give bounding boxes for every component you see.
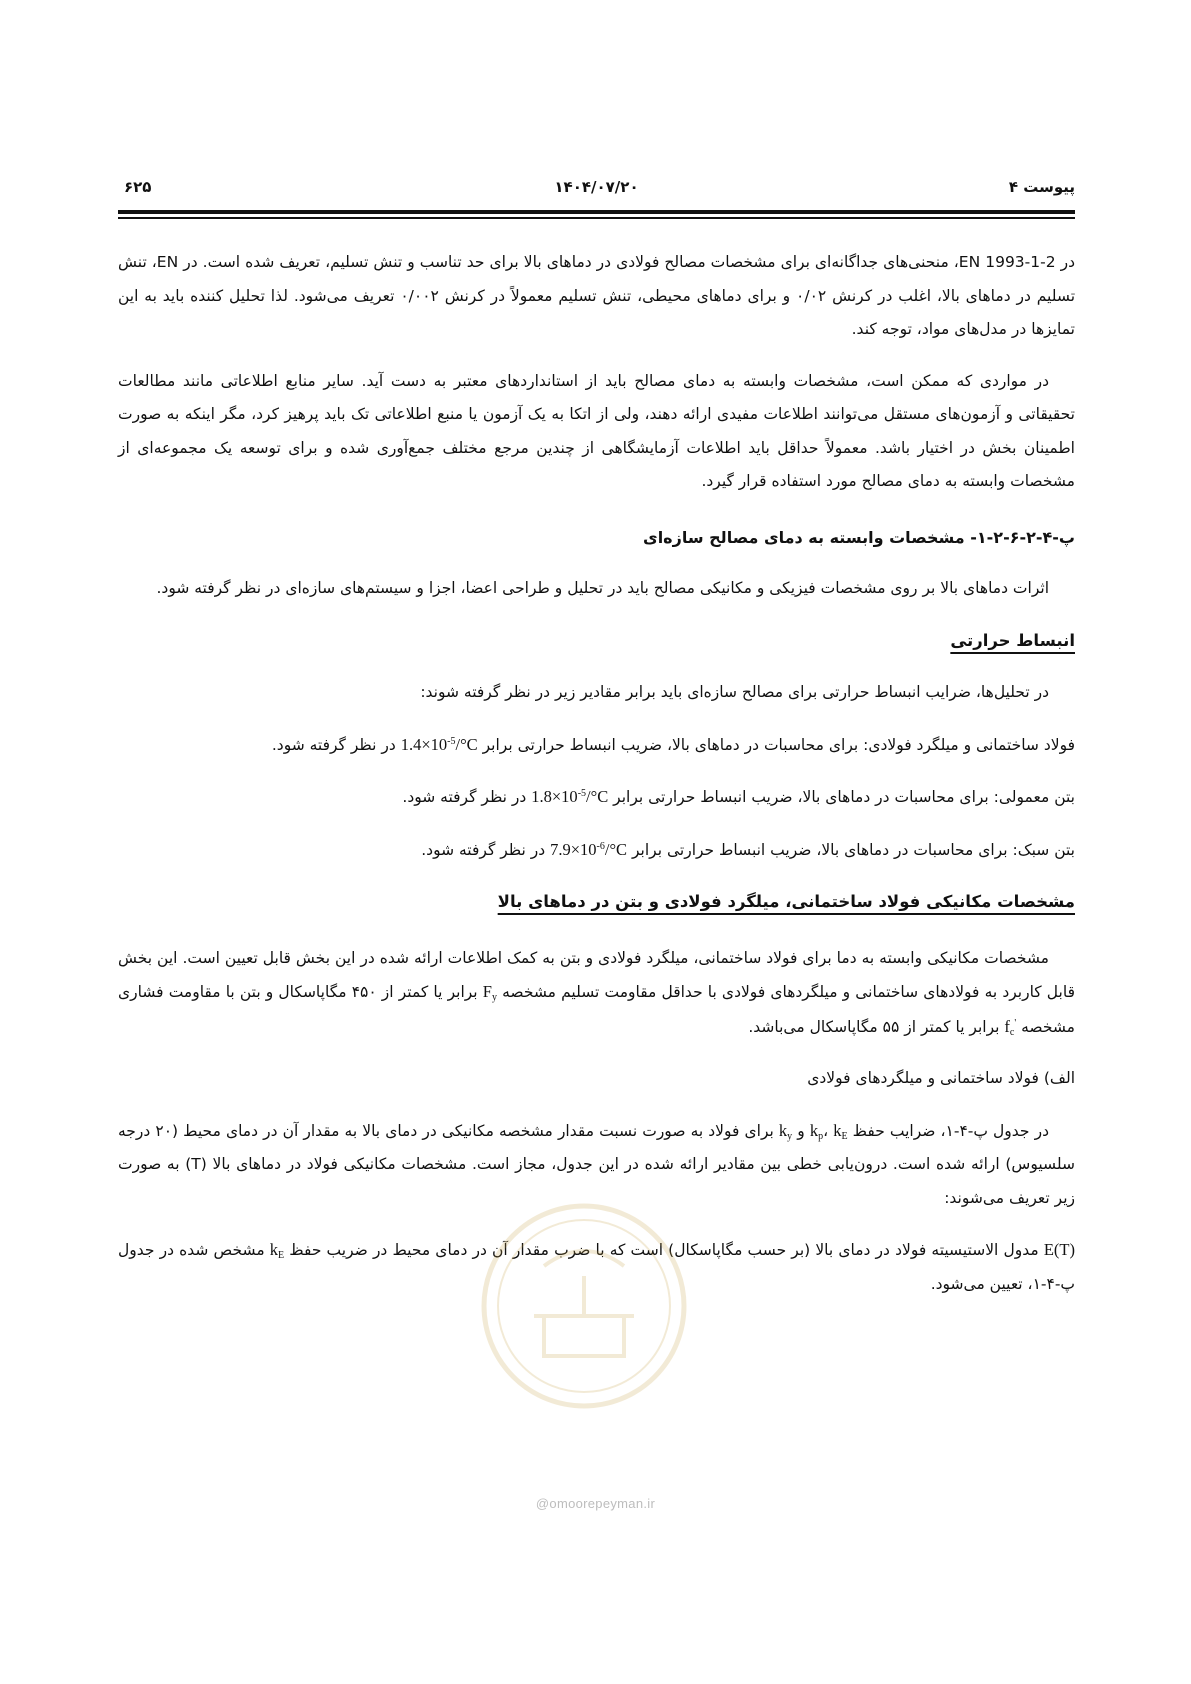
paragraph-thermal-intro: در تحلیل‌ها، ضرایب انبساط حرارتی برای مصالح سازه‌ای باید برابر مقادیر زیر در نظر گرفته شوند: (420, 683, 1049, 701)
body-text (118, 246, 1075, 1301)
header-rule-thick (118, 210, 1075, 214)
header-rule-thin (118, 217, 1075, 219)
paragraph-elastic-modulus: E(T) مدول الاستیسیته فولاد در دمای بالا (بر حسب مگاپاسکال) است که با ضرب مقدار آن در دمای محیط در ضریب حفظ $k_E$ مشخص شده در جدول پ-۴-۱، تعیین می‌شود. (118, 1240, 1075, 1293)
item-normal-concrete-expansion: بتن معمولی: برای محاسبات در دماهای بالا، ضریب انبساط حرارتی برابر $1.8\times 10^{-5}/^\circ C$ در نظر گرفته شود. (402, 787, 1075, 806)
item-lightweight-concrete-expansion: بتن سبک: برای محاسبات در دماهای بالا، ضریب انبساط حرارتی برابر $7.9\times 10^{-6}/^\circ C$ در نظر گرفته شود. (421, 839, 1075, 859)
paragraph-data-sources: در مواردی که ممکن است، مشخصات وابسته به دمای مصالح باید از استانداردهای معتبر به دست آید. سایر منابع اطلاعاتی مانند مطالعات تحقیقاتی و آزمون‌های مستقل می‌توانند اطلاعات مفیدی ارائه دهند، ولی از اتکا به یک آزمون یا منبع اطلاعاتی تک باید پرهیز کرد، مگر اینکه به صورت اطمینان بخش در اختیار باشد. معمولاً حداقل باید اطلاعات آزمایشگاهی از چندین مرجع مختلف جمع‌آوری شده و برای توسعه یک مجموعه‌ای از مشخصات وابسته به دمای مصالح مورد استفاده قرار گیرد. (118, 371, 1075, 490)
item-steel-expansion: فولاد ساختمانی و میلگرد فولادی: برای محاسبات در دماهای بالا، ضریب انبساط حرارتی برابر $1.4\times 10^{-5}/^\circ C$ در نظر گرفته شود. (271, 734, 1075, 754)
section-heading: پ-۴-۲-۶-۲-۱- مشخصات وابسته به دمای مصالح سازه‌ای (643, 527, 1075, 547)
running-header (118, 178, 1075, 204)
paragraph-elevated-temp-effects: اثرات دماهای بالا بر روی مشخصات فیزیکی و مکانیکی مصالح باید در تحلیل و طراحی اعضا، اجزا و سیستم‌های سازه‌ای در نظر گرفته شود. (156, 579, 1049, 597)
paragraph-mechanical-scope: مشخصات مکانیکی وابسته به دما برای فولاد ساختمانی، میلگرد فولادی و بتن به کمک اطلاعات ارائه شده در این بخش قابل تعیین است. این بخش قابل کاربرد به فولادهای ساختمانی و میلگردهای فولادی با حداقل مقاومت تسلیم مشخصه $F_y$ برابر یا کمتر از ۴۵۰ مگاپاسکال و بتن با مقاومت فشاری مشخصه $f_c'$ برابر یا کمتر از ۵۵ مگاپاسکال می‌باشد. (118, 948, 1075, 1038)
paragraph-retention-factors: در جدول پ-۴-۱، ضرایب حفظ $k_p،$ $k_E$ و $k_y$ برای فولاد به صورت نسبت مقدار مشخصه مکانیکی در دمای بالا به مقدار آن در دمای محیط (۲۰ درجه سلسیوس) ارائه شده است. درون‌یابی خطی بین مقادیر ارائه شده در این جدول، مجاز است. مشخصات مکانیکی فولاد در دماهای بالا (T) به صورت زیر تعریف می‌شوند: (118, 1120, 1075, 1207)
subheading-thermal-expansion: انبساط حرارتی (950, 630, 1075, 650)
header-date: ۱۴۰۴/۰۷/۲۰ (554, 178, 639, 196)
subheading-mechanical-properties: مشخصات مکانیکی فولاد ساختمانی، میلگرد فولادی و بتن در دماهای بالا (497, 892, 1075, 911)
watermark-site: @omoorepeyman.ir (535, 1496, 656, 1511)
header-section-title: پیوست ۴ (1008, 178, 1075, 196)
subheading-structural-steel: الف) فولاد ساختمانی و میلگردهای فولادی (807, 1069, 1075, 1087)
paragraph-en-1993: در EN 1993-1-2، منحنی‌های جداگانه‌ای برای مشخصات مصالح فولادی در دماهای بالا برای حد تناسب و تنش تسلیم، تعریف شده است. در EN، تنش تسلیم در دماهای بالا، اغلب در کرنش ۰/۰۲ و برای دماهای محیطی، تنش تسلیم معمولاً در کرنش ۰/۰۰۲ تعریف می‌شود. لذا تحلیل کننده باید به این تمایزها در مدل‌های مواد، توجه کند. (118, 253, 1076, 338)
page-number: ۶۲۵ (124, 178, 152, 196)
